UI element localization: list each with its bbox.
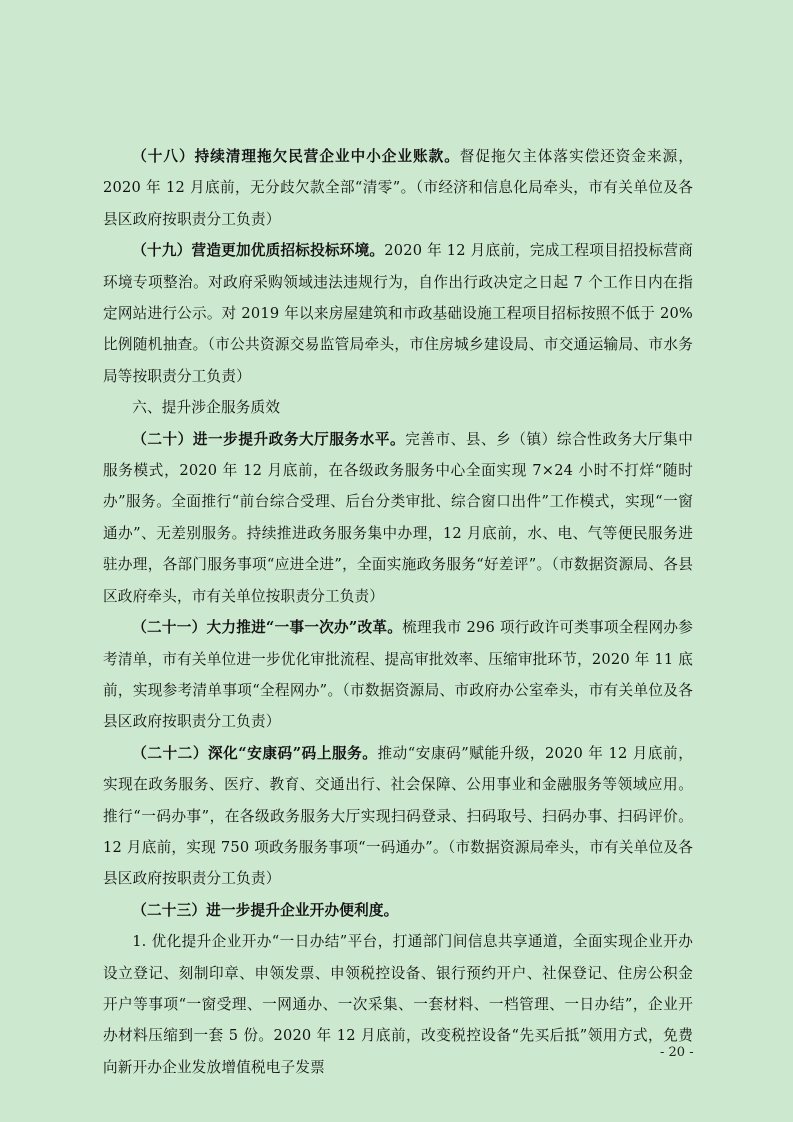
paragraph-21-title: （二十一）大力推进“一事一次办”改革。 [132,619,403,637]
paragraph-23 [103,895,693,926]
paragraph-20-title: （二十）进一步提升政务大厅服务水平。 [132,430,406,448]
paragraph-18 [103,141,693,235]
paragraph-22-title: （二十二）深化“安康码”码上服务。 [132,744,378,762]
paragraph-22 [103,738,693,895]
section-6-heading [103,392,693,423]
paragraph-23-title: （二十三）进一步提升企业开办便利度。 [132,901,399,919]
paragraph-21-body: 梳理我市 296 项行政许可类事项全程网办参考清单，市有关单位进一步优化审批流程、提高审批效率、压缩审批环节，2020 年 11 底前，实现参考清单事项“全程网办”。（市数据资源局、市政府办公室牵头，市有关单位及各县区政府按职责分工负责） [103,619,693,731]
page-number: - 20 - [660,1045,694,1060]
paragraph-22-body: 推动“安康码”赋能升级，2020 年 12 月底前，实现在政务服务、医疗、教育、交通出行、社会保障、公用事业和金融服务等领域应用。推行“一码办事”，在各级政务服务大厅实现扫码登录、扫码取号、扫码办事、扫码评价。12 月底前，实现 750 项政务服务事项“一码通办”。（市数据资源局牵头，市有关单位及各县区政府按职责分工负责） [103,744,693,888]
paragraph-23-item-1-body: 1. 优化提升企业开办“一日办结”平台，打通部门间信息共享通道，全面实现企业开办设立登记、刻制印章、申领发票、申领税控设备、银行预约开户、社保登记、住房公积金开户等事项“一窗受理、一网通办、一次采集、一套材料、一档管理、一日办结”，企业开办材料压缩到一套 5 份。2020 年 12 月底前，改变税控设备“先买后抵”领用方式，免费向新开办企业发放增值税电子发票 [103,933,693,1076]
paragraph-18-body: 督促拖欠主体落实偿还资金来源，2020 年 12 月底前，无分歧欠款全部“清零”。（市经济和信息化局牵头，市有关单位及各县区政府按职责分工负责） [103,148,693,228]
paragraph-19-title: （十九）营造更加优质招标投标环境。 [132,242,385,260]
paragraph-23-item-1 [103,926,693,1083]
paragraph-19 [103,235,693,392]
document-body [103,141,693,1083]
section-6-heading-text: 六、提升涉企服务质效 [132,399,281,417]
paragraph-20 [103,424,693,612]
paragraph-20-body: 完善市、县、乡（镇）综合性政务大厅集中服务模式，2020 年 12 月底前，在各级政务服务中心全面实现 7×24 小时不打烊“随时办”服务。全面推行“前台综合受理、后台分类审批、综合窗口出件”工作模式，实现“一窗通办”、无差别服务。持续推进政务服务集中办理，12 月底前，水、电、气等便民服务进驻办理，各部门服务事项“应进全进”，全面实施政务服务“好差评”。（市数据资源局、各县区政府牵头，市有关单位按职责分工负责） [103,430,693,605]
paragraph-19-body: 2020 年 12 月底前，完成工程项目招投标营商环境专项整治。对政府采购领域违法违规行为，自作出行政决定之日起 7 个工作日内在指定网站进行公示。对 2019 年以来房屋建筑和市政基础设施工程项目招标按照不低于 20%比例随机抽查。（市公共资源交易监管局牵头，市住房城乡建设局、市交通运输局、市水务局等按职责分工负责） [103,242,693,385]
paragraph-18-title: （十八）持续清理拖欠民营企业中小企业账款。 [132,148,460,165]
paragraph-21 [103,612,693,738]
